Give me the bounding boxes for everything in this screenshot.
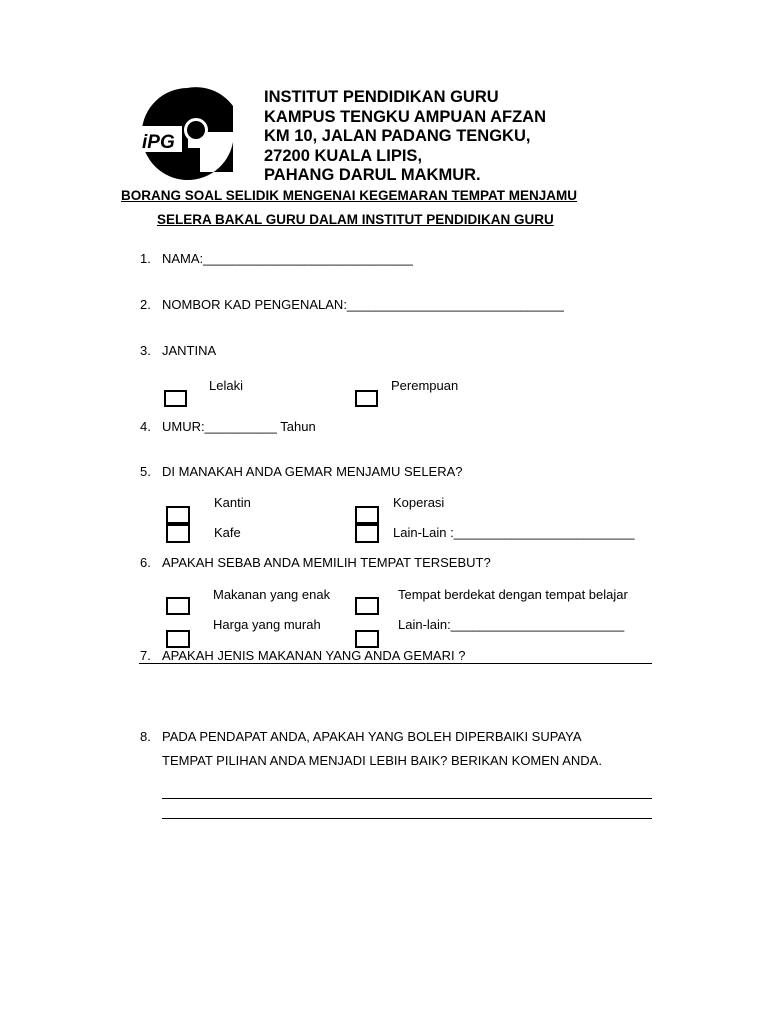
header-line-3: KM 10, JALAN PADANG TENGKU,	[264, 127, 531, 145]
option-tempat-berdekat-label: Tempat berdekat dengan tempat belajar	[398, 587, 628, 602]
ipg-logo	[138, 86, 236, 182]
q5-number: 5.	[140, 464, 151, 479]
checkbox-lain-lain[interactable]	[355, 524, 379, 543]
q7-label: APAKAH JENIS MAKANAN YANG ANDA GEMARI ?	[162, 648, 466, 663]
form-title-line-2: SELERA BAKAL GURU DALAM INSTITUT PENDIDIKAN GURU	[157, 212, 554, 227]
checkbox-makanan-enak[interactable]	[166, 597, 190, 615]
header-line-5: PAHANG DARUL MAKMUR.	[264, 166, 481, 184]
header-line-2: KAMPUS TENGKU AMPUAN AFZAN	[264, 107, 547, 126]
q3-number: 3.	[140, 343, 151, 358]
checkbox-kantin[interactable]	[166, 506, 190, 524]
option-lain-lain-field[interactable]: Lain-Lain :_________________________	[393, 525, 635, 540]
q4-number: 4.	[140, 419, 151, 434]
name-field[interactable]: NAMA:_____________________________	[162, 251, 413, 266]
header-line-1: INSTITUT PENDIDIKAN GURU	[264, 88, 499, 106]
age-field[interactable]: UMUR:__________ Tahun	[162, 419, 316, 434]
form-title-line-1: BORANG SOAL SELIDIK MENGENAI KEGEMARAN TEMPAT MENJAMU	[121, 188, 578, 203]
option-kafe-label: Kafe	[214, 525, 241, 540]
checkbox-lain-lain-sebab[interactable]	[355, 630, 379, 648]
q8-number: 8.	[140, 729, 151, 744]
q8-answer-line-2[interactable]	[162, 818, 652, 819]
ipg-logo-graphic	[138, 86, 236, 182]
q5-label: DI MANAKAH ANDA GEMAR MENJAMU SELERA?	[162, 464, 463, 479]
checkbox-koperasi[interactable]	[355, 506, 379, 524]
q6-number: 6.	[140, 555, 151, 570]
option-harga-murah-label: Harga yang murah	[213, 617, 321, 632]
q3-label: JANTINA	[162, 343, 217, 358]
option-kantin-label: Kantin	[214, 495, 251, 510]
option-koperasi-label: Koperasi	[393, 495, 445, 510]
q8-label-line-2: TEMPAT PILIHAN ANDA MENJADI LEBIH BAIK? BERIKAN KOMEN ANDA.	[162, 753, 602, 768]
q8-answer-line-1[interactable]	[162, 798, 652, 799]
option-lain-lain-sebab-field[interactable]: Lain-lain:________________________	[398, 617, 625, 632]
option-perempuan-label: Perempuan	[391, 378, 459, 393]
q7-number: 7.	[140, 648, 151, 663]
q1-number: 1.	[140, 251, 151, 266]
q7-answer-line[interactable]	[139, 663, 652, 664]
checkbox-tempat-berdekat[interactable]	[355, 597, 379, 615]
logo-text: iPG	[142, 132, 175, 153]
ic-number-field[interactable]: NOMBOR KAD PENGENALAN:______________________________	[162, 297, 564, 312]
institution-header	[264, 88, 546, 186]
checkbox-perempuan[interactable]	[355, 390, 378, 407]
option-makanan-enak-label: Makanan yang enak	[213, 587, 331, 602]
header-line-4: 27200 KUALA LIPIS,	[264, 146, 423, 165]
checkbox-harga-murah[interactable]	[166, 630, 190, 648]
option-lelaki-label: Lelaki	[209, 378, 243, 393]
checkbox-lelaki[interactable]	[164, 390, 187, 407]
q6-label: APAKAH SEBAB ANDA MEMILIH TEMPAT TERSEBUT?	[162, 555, 491, 570]
checkbox-kafe[interactable]	[166, 524, 190, 543]
q2-number: 2.	[140, 297, 151, 312]
q8-label-line-1: PADA PENDAPAT ANDA, APAKAH YANG BOLEH DIPERBAIKI SUPAYA	[162, 729, 582, 744]
